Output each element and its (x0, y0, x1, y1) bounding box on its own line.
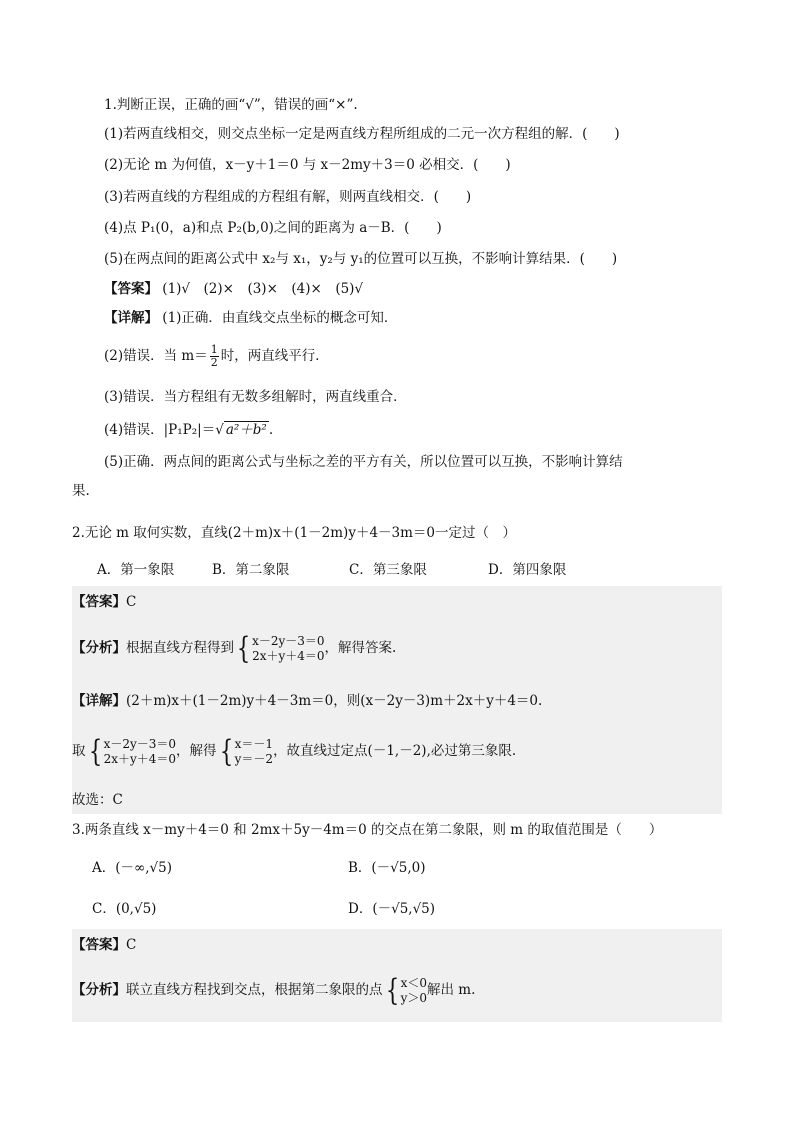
q2-answer-text: C (126, 594, 137, 610)
equation-system (104, 737, 176, 767)
sqrt-radicand: a²＋b² (225, 422, 267, 438)
left-brace: { (236, 630, 251, 666)
detail-tag: 【详解】 (72, 693, 126, 709)
left-brace: { (385, 972, 399, 1008)
q2-detail-text: (2＋m)x＋(1－2m)y＋4－3m＝0，则(x－2y－3)m＋2x＋y＋4＝0. (126, 693, 543, 709)
q3-answer (72, 935, 136, 955)
q1-detail-3: (3)错误．当方程组有无数多组解时，两直线重合． (104, 389, 407, 405)
analysis-tag: 【分析】 (72, 640, 126, 656)
q1-detail-2-text-a: (2)错误．当 m＝ (104, 348, 208, 364)
answer-tag: 【答案】 (72, 937, 126, 953)
q3-option-b: B．(－√5,0) (348, 860, 426, 876)
q3-stem: 3.两条直线 x－my＋4＝0 和 2mx＋5y－4m＝0 的交点在第二象限，则 m 的取值范围是（ ） (72, 822, 663, 838)
q1-detail-5a: (5)正确．两点间的距离公式与坐标之差的平方有关，所以位置可以互换，不影响计算结 (104, 454, 623, 470)
q3-analysis (72, 972, 475, 1008)
q2-option-d: D．第四象限 (488, 562, 567, 578)
q1-item-4: (4)点 P₁(0，a)和点 P₂(b,0)之间的距离为 a－B．( ) (104, 220, 442, 236)
detail-tag: 【详解】 (104, 310, 158, 326)
q2-answer (72, 592, 136, 612)
fraction-numerator: 1 (210, 343, 218, 356)
q2-detail (72, 691, 542, 711)
condition-1: x＜0 (400, 975, 427, 990)
q2-final: 故选：C (72, 792, 123, 808)
equation-2: 2x＋y＋4＝0 (103, 751, 177, 766)
solution-2: y＝－2 (234, 751, 274, 766)
q1-answer (104, 279, 363, 299)
equation-system (252, 634, 324, 664)
equation-1: x－2y－3＝0 (103, 736, 177, 751)
analysis-tag: 【分析】 (72, 982, 126, 998)
q1-detail-4-text-a: (4)错误．|P₁P₂|＝ (104, 422, 216, 438)
sqrt-symbol: √ (215, 422, 224, 438)
q1-detail-4 (104, 420, 273, 440)
left-brace: { (88, 733, 102, 769)
q1-item-3: (3)若两直线的方程组成的方程组有解，则两直线相交．( ) (104, 189, 472, 205)
q1-detail-2 (104, 342, 329, 370)
q2-solve (72, 733, 516, 769)
q2-analysis-text-b: ，解得答案. (324, 640, 397, 656)
q2-conclusion-text: ，故直线过定点(－1,－2),必过第三象限. (273, 743, 517, 759)
q1-detail-1-text: (1)正确．由直线交点坐标的概念可知． (162, 310, 398, 326)
left-brace: { (219, 733, 233, 769)
q1-title: 1.判断正误，正确的画“√”，错误的画“×”. (104, 97, 358, 113)
q1-item-1: (1)若两直线相交，则交点坐标一定是两直线方程所组成的二元一次方程组的解．( ) (104, 126, 620, 142)
q1-item-5: (5)在两点间的距离公式中 x₂与 x₁，y₂与 y₁的位置可以互换，不影响计算结果．( ) (104, 251, 618, 267)
solution-system (235, 737, 273, 767)
condition-system (401, 976, 427, 1006)
q1-detail-2-text-b: 时，两直线平行． (220, 348, 329, 364)
q1-item-2: (2)无论 m 为何值，x－y＋1＝0 与 x－2my＋3＝0 必相交．( ) (104, 157, 511, 173)
q3-answer-text: C (126, 937, 137, 953)
fraction-denominator: 2 (210, 356, 218, 369)
q2-option-a: A．第一象限 (97, 562, 175, 578)
equation-1: x－2y－3＝0 (252, 633, 325, 648)
q2-stem: 2.无论 m 取何实数，直线(2＋m)x＋(1－2m)y＋4－3m＝0一定过（ ） (72, 525, 517, 541)
equation-2: 2x＋y＋4＝0 (252, 648, 325, 663)
q3-option-d: D．(－√5,√5) (348, 901, 436, 917)
q2-option-c: C．第三象限 (349, 562, 427, 578)
q3-option-a: A．(－∞,√5) (92, 860, 173, 876)
q3-analysis-text-b: 解出 m. (427, 982, 476, 998)
q1-answer-text: (1)√ (2)× (3)× (4)× (5)√ (162, 281, 364, 297)
q2-solve-text: ，解得 (176, 743, 217, 759)
q2-analysis (72, 630, 396, 666)
q3-analysis-text-a: 联立直线方程找到交点，根据第二象限的点 (126, 982, 383, 998)
q2-option-b: B．第二象限 (212, 562, 290, 578)
q3-option-c: C．(0,√5) (92, 901, 157, 917)
answer-tag: 【答案】 (104, 281, 158, 297)
q2-take-text: 取 (72, 743, 86, 759)
q1-detail-4-text-b: . (268, 422, 274, 438)
answer-tag: 【答案】 (72, 594, 126, 610)
condition-2: y＞0 (400, 990, 428, 1005)
q1-detail-5b: 果. (72, 483, 90, 499)
solution-1: x＝－1 (234, 736, 274, 751)
q1-detail-1 (104, 308, 397, 328)
fraction-one-half (210, 344, 219, 369)
q2-analysis-text-a: 根据直线方程得到 (126, 640, 234, 656)
